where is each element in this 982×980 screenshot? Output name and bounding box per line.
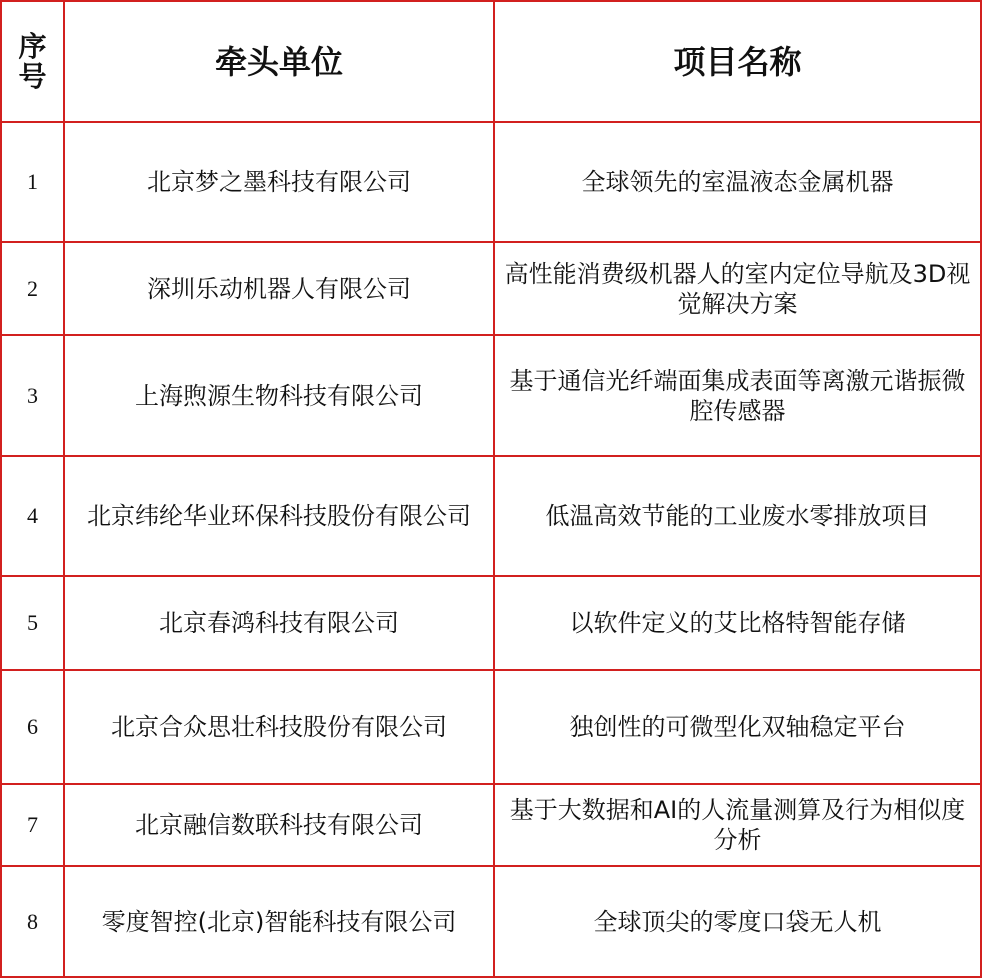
- row-unit: 零度智控(北京)智能科技有限公司: [64, 866, 494, 977]
- row-index: 2: [1, 242, 64, 335]
- table-row: [1, 456, 981, 576]
- table-row: [1, 122, 981, 242]
- row-index: 6: [1, 670, 64, 784]
- table-row: [1, 576, 981, 670]
- header-index-label: 序号: [18, 29, 47, 93]
- row-index: 1: [1, 122, 64, 242]
- table-row: [1, 670, 981, 784]
- row-index: 7: [1, 784, 64, 866]
- row-unit: 北京合众思壮科技股份有限公司: [64, 670, 494, 784]
- table-row: [1, 242, 981, 335]
- header-row: [1, 1, 981, 122]
- header-project: 项目名称: [494, 1, 981, 122]
- row-project: 全球领先的室温液态金属机器: [494, 122, 981, 242]
- row-unit: 北京融信数联科技有限公司: [64, 784, 494, 866]
- row-project: 高性能消费级机器人的室内定位导航及3D视觉解决方案: [494, 242, 981, 335]
- row-project: 以软件定义的艾比格特智能存储: [494, 576, 981, 670]
- row-project: 独创性的可微型化双轴稳定平台: [494, 670, 981, 784]
- row-unit: 北京春鸿科技有限公司: [64, 576, 494, 670]
- row-unit: 上海煦源生物科技有限公司: [64, 335, 494, 456]
- row-index: 4: [1, 456, 64, 576]
- row-unit: 深圳乐动机器人有限公司: [64, 242, 494, 335]
- table-row: [1, 784, 981, 866]
- table-row: [1, 335, 981, 456]
- row-unit: 北京纬纶华业环保科技股份有限公司: [64, 456, 494, 576]
- row-project: 全球顶尖的零度口袋无人机: [494, 866, 981, 977]
- row-project: 基于通信光纤端面集成表面等离激元谐振微腔传感器: [494, 335, 981, 456]
- row-index: 5: [1, 576, 64, 670]
- header-index: [1, 1, 64, 122]
- row-index: 8: [1, 866, 64, 977]
- row-project: 低温高效节能的工业废水零排放项目: [494, 456, 981, 576]
- header-unit: 牵头单位: [64, 1, 494, 122]
- table-row: [1, 866, 981, 977]
- row-unit: 北京梦之墨科技有限公司: [64, 122, 494, 242]
- row-index: 3: [1, 335, 64, 456]
- row-project: 基于大数据和AI的人流量测算及行为相似度分析: [494, 784, 981, 866]
